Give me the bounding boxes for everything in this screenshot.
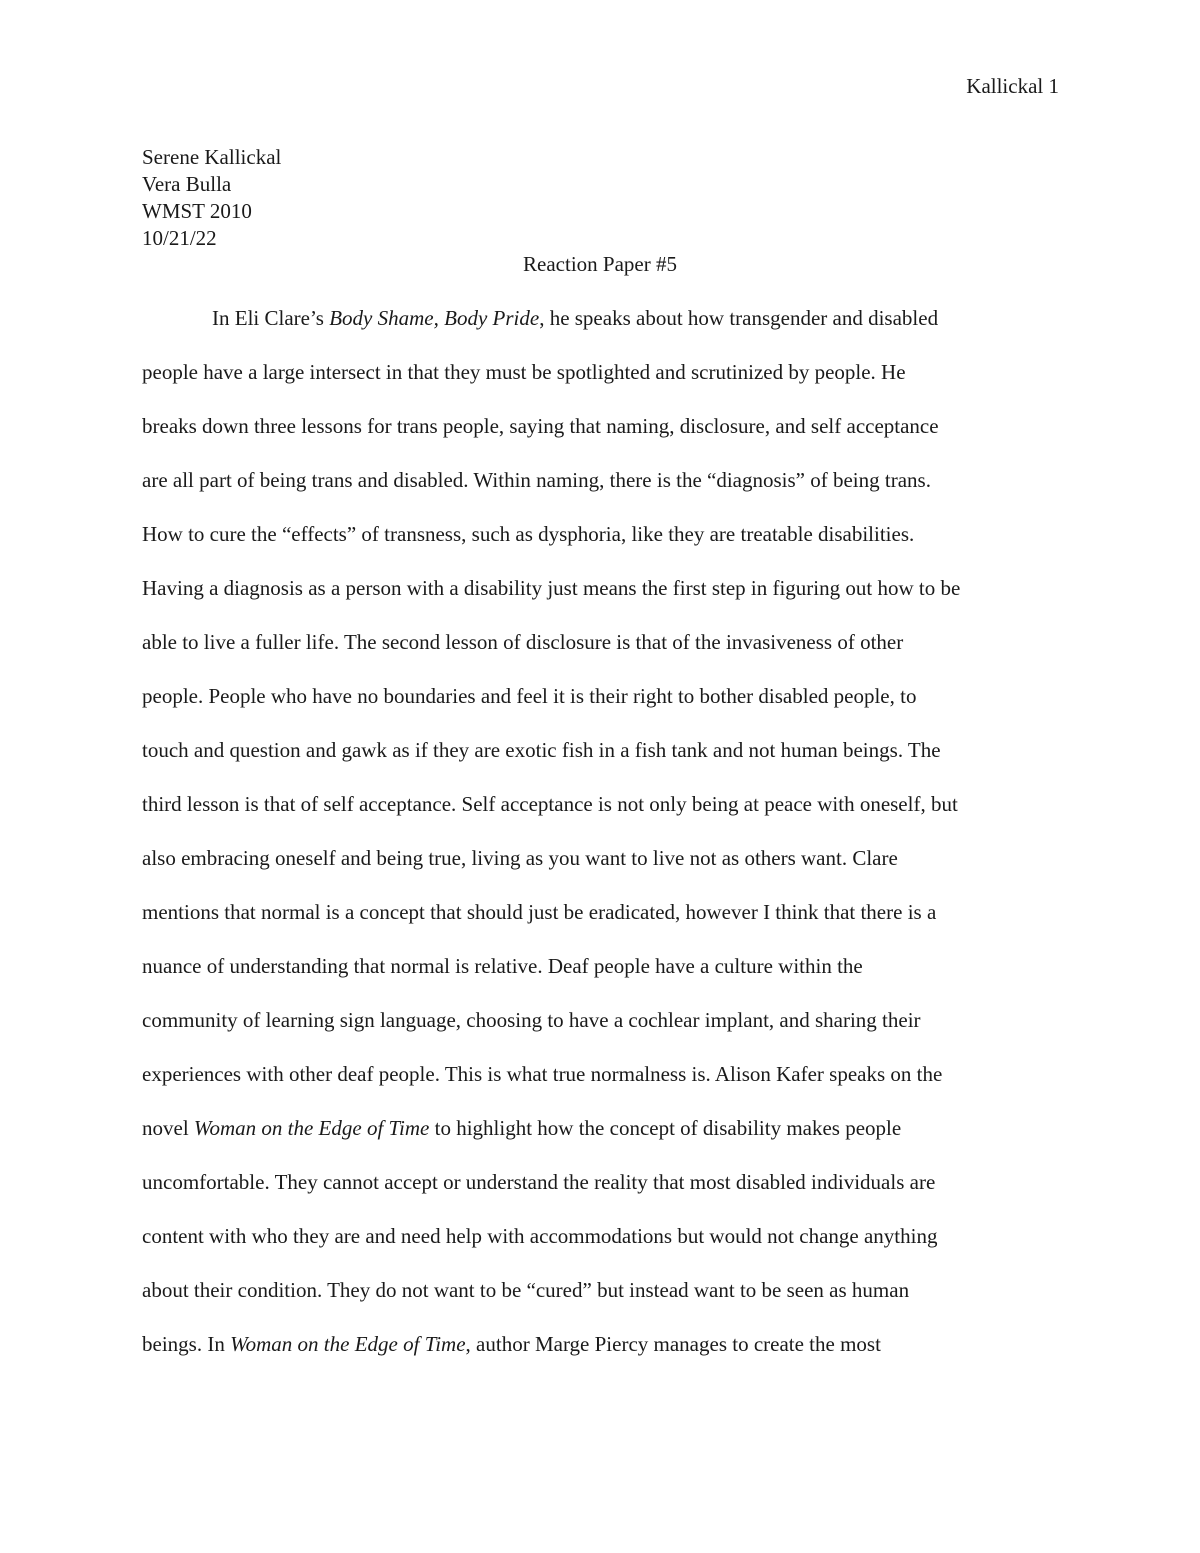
body-line: community of learning sign language, choosing to have a cochlear implant, and sharing their [142, 1008, 921, 1032]
body-line: also embracing oneself and being true, living as you want to live not as others want. Clare [142, 846, 898, 870]
body-line: How to cure the “effects” of transness, such as dysphoria, like they are treatable disabilities. [142, 522, 915, 546]
heading-block [142, 144, 281, 252]
body-line: beings. In Woman on the Edge of Time, author Marge Piercy manages to create the most [142, 1332, 881, 1356]
body-line: are all part of being trans and disabled. Within naming, there is the “diagnosis” of being trans. [142, 468, 931, 492]
author-name: Serene Kallickal [142, 145, 282, 169]
body-line: content with who they are and need help with accommodations but would not change anything [142, 1224, 938, 1248]
instructor-name: Vera Bulla [142, 172, 232, 196]
body-line: mentions that normal is a concept that should just be eradicated, however I think that there is a [142, 900, 937, 924]
body-line: In Eli Clare’s Body Shame, Body Pride, he speaks about how transgender and disabled [212, 306, 939, 330]
running-head: Kallickal 1 [966, 74, 1059, 98]
body-line: experiences with other deaf people. This is what true normalness is. Alison Kafer speaks on the [142, 1062, 943, 1086]
body-line: touch and question and gawk as if they are exotic fish in a fish tank and not human beings. The [142, 738, 941, 762]
body-line: nuance of understanding that normal is relative. Deaf people have a culture within the [142, 954, 863, 978]
body-line: third lesson is that of self acceptance. Self acceptance is not only being at peace with oneself, but [142, 792, 958, 816]
course-name: WMST 2010 [142, 199, 252, 223]
body-line: able to live a fuller life. The second lesson of disclosure is that of the invasiveness of other [142, 630, 904, 654]
paper-title: Reaction Paper #5 [523, 252, 677, 276]
body-line: people have a large intersect in that they must be spotlighted and scrutinized by people. He [142, 360, 906, 384]
body-line: novel Woman on the Edge of Time to highlight how the concept of disability makes people [142, 1116, 902, 1140]
body-line: breaks down three lessons for trans people, saying that naming, disclosure, and self acceptance [142, 414, 939, 438]
paper-date: 10/21/22 [142, 226, 217, 250]
body-line: uncomfortable. They cannot accept or understand the reality that most disabled individuals are [142, 1170, 936, 1194]
body-line: people. People who have no boundaries and feel it is their right to bother disabled people, to [142, 684, 917, 708]
body-line: about their condition. They do not want to be “cured” but instead want to be seen as human [142, 1278, 910, 1302]
body-line: Having a diagnosis as a person with a disability just means the first step in figuring out how to be [142, 576, 961, 600]
